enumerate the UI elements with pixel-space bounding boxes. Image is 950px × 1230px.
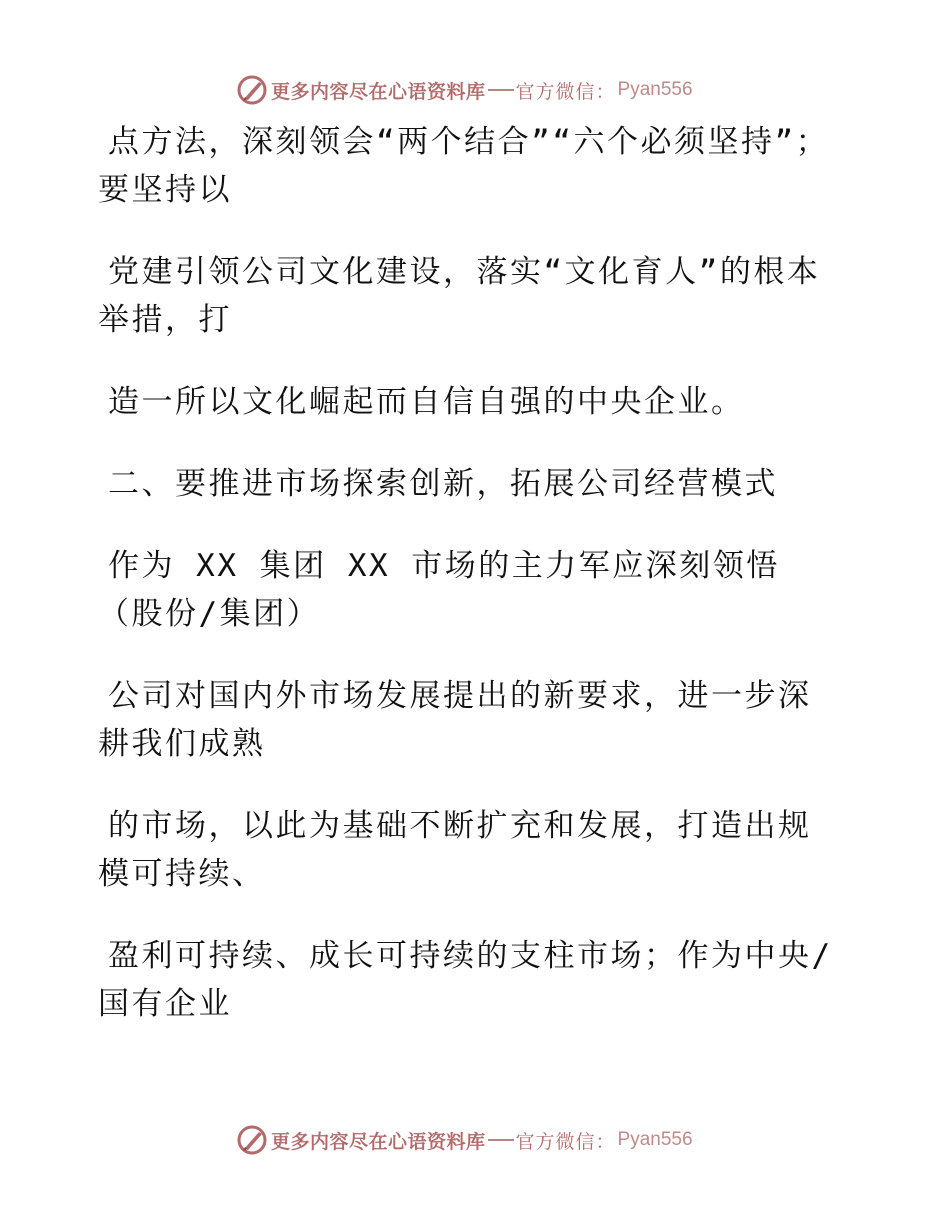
section-heading: 二、要推进市场探索创新，拓展公司经营模式 [108, 466, 778, 502]
header-watermark-banner [235, 72, 715, 108]
quill-pen-circle-icon [235, 1123, 269, 1157]
banner-brand-text: 更多内容尽在心语资料库 [271, 1130, 486, 1153]
paragraph: 造一所以文化崛起而自信自强的中央企业。 [108, 384, 745, 420]
banner-wechat-label: 官方微信： [515, 80, 616, 103]
footer-watermark-banner [235, 1122, 715, 1158]
paragraph: 作为 XX 集团 XX 市场的主力军应深刻领悟（股份/集团） [98, 548, 780, 632]
banner-brand-text: 更多内容尽在心语资料库 [271, 80, 486, 103]
paragraph: 点方法，深刻领会“两个结合”“六个必须坚持”；要坚持以 [98, 124, 830, 208]
document-body [98, 118, 838, 1062]
banner-wechat-id: Pyan556 [617, 1129, 693, 1150]
banner-wechat-label: 官方微信： [515, 1130, 616, 1153]
banner-wechat-id: Pyan556 [617, 79, 693, 100]
quill-pen-circle-icon [235, 73, 269, 107]
paragraph: 党建引领公司文化建设，落实“文化育人”的根本举措，打 [98, 254, 821, 338]
paragraph: 盈利可持续、成长可持续的支柱市场；作为中央/国有企业 [98, 938, 833, 1022]
banner-dash [488, 1139, 514, 1141]
banner-dash [488, 89, 514, 91]
paragraph: 的市场，以此为基础不断扩充和发展，打造出规模可持续、 [98, 808, 812, 892]
paragraph: 公司对国内外市场发展提出的新要求，进一步深耕我们成熟 [98, 678, 812, 762]
